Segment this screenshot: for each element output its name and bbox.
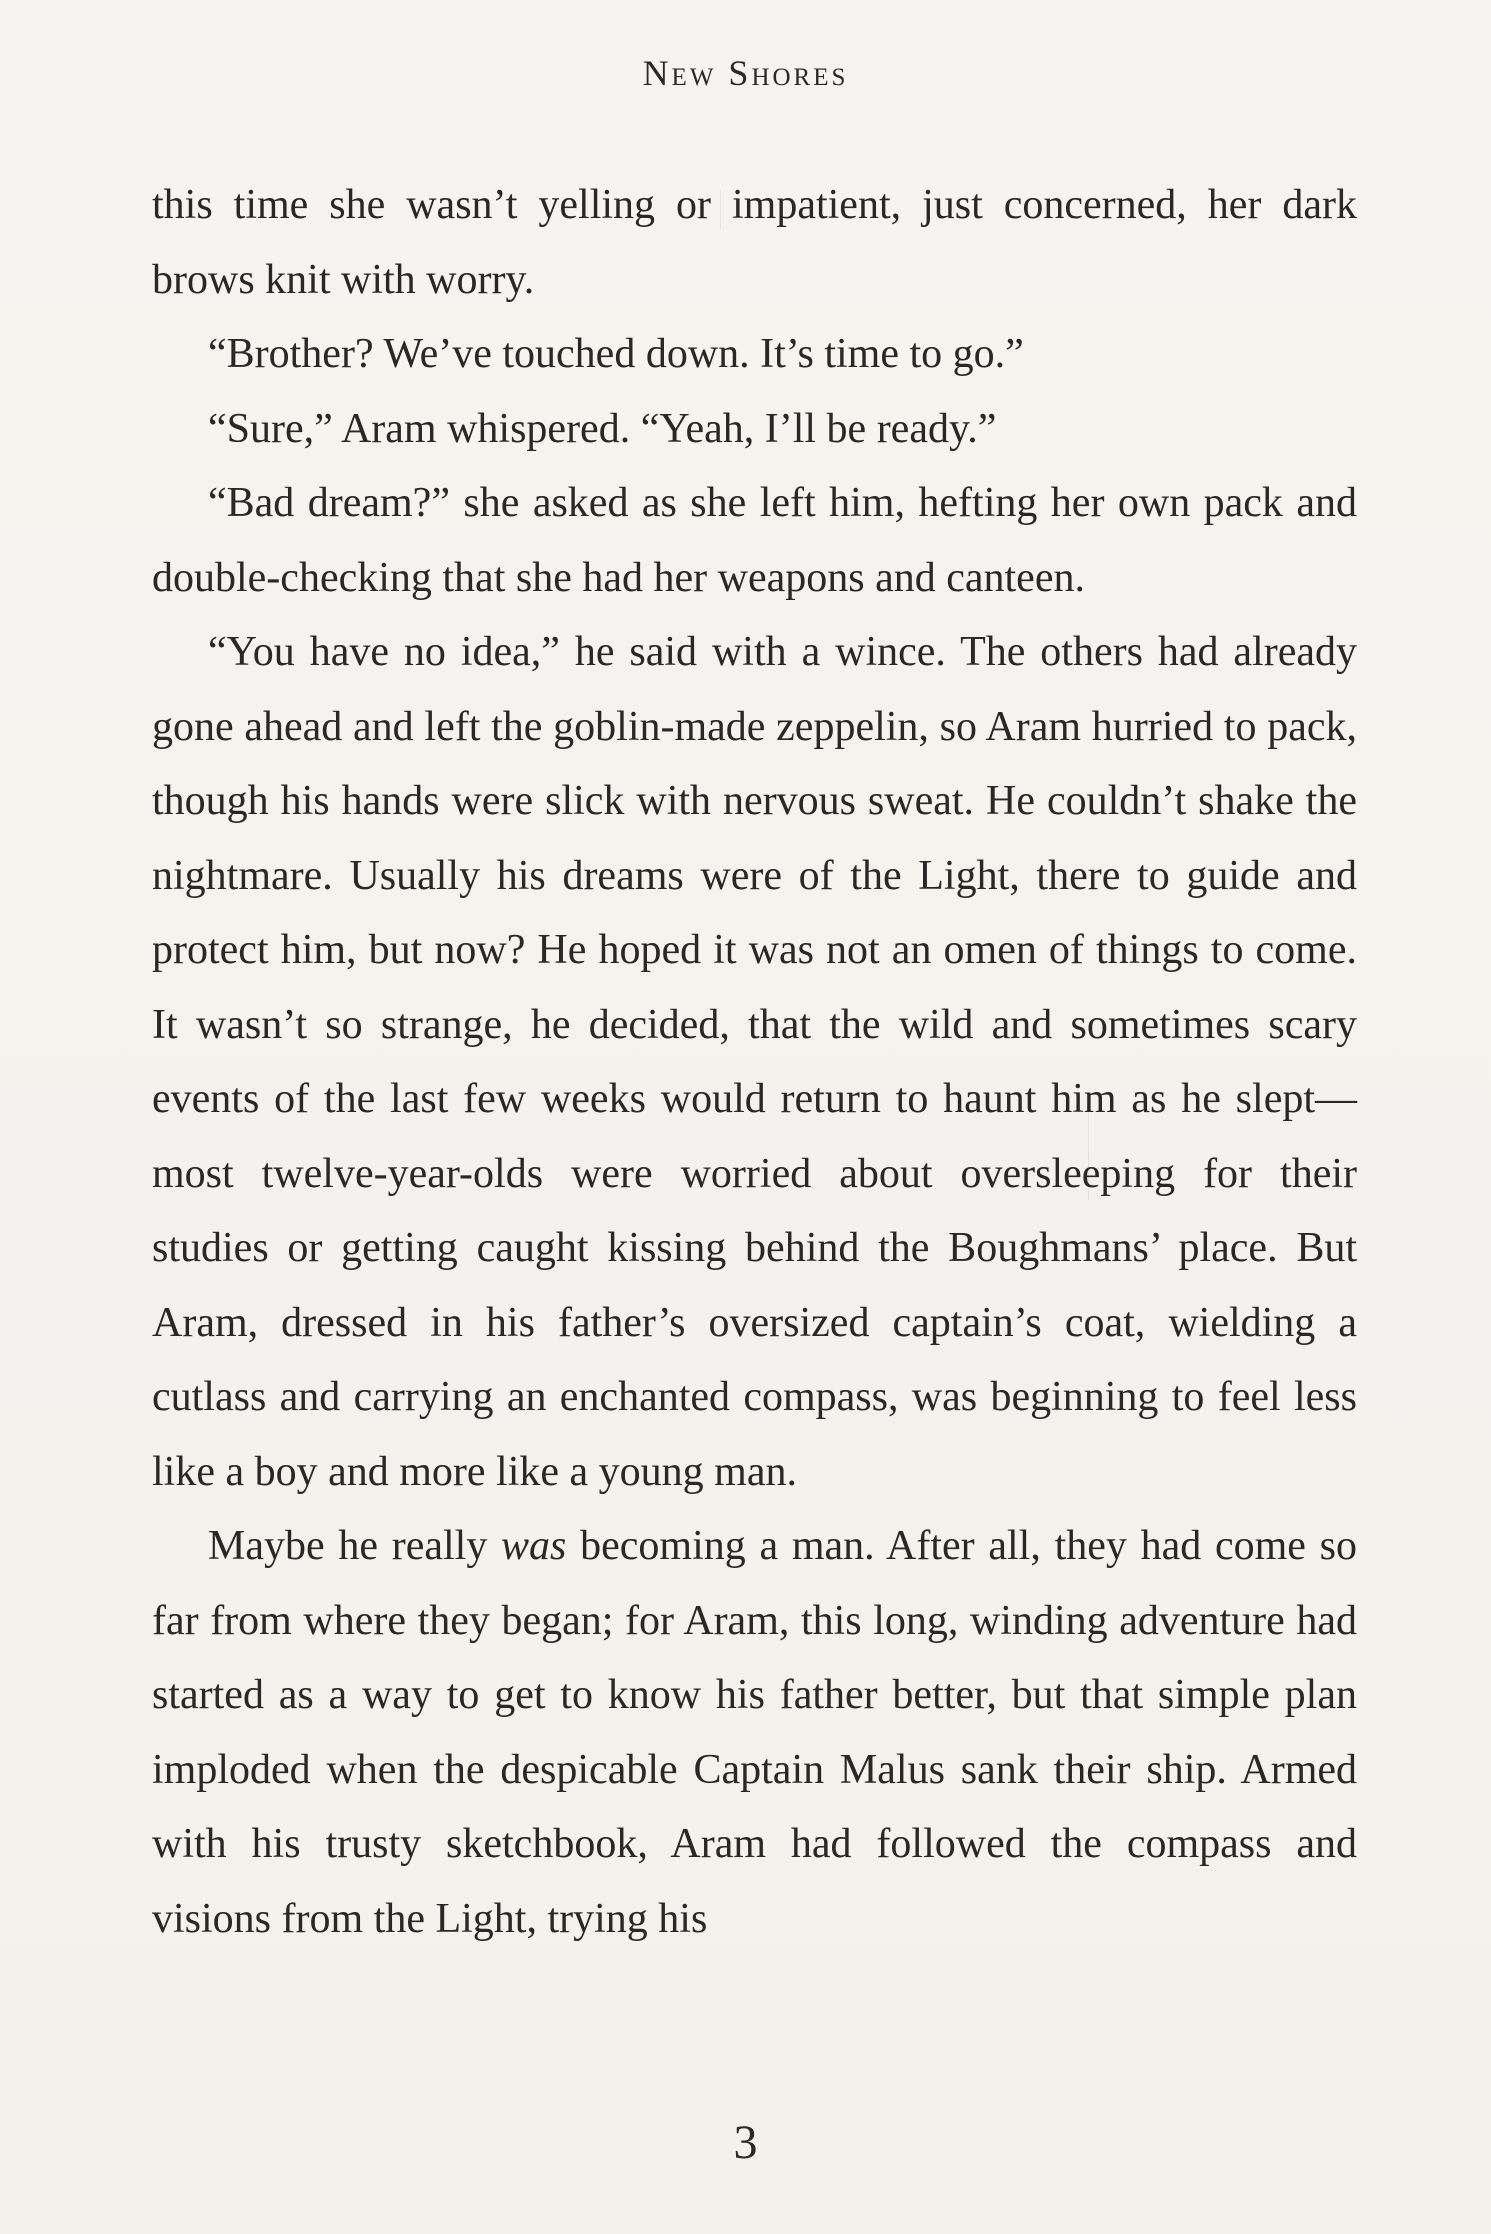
paragraph-2: “Brother? We’ve touched down. It’s time to go.” <box>208 331 1024 377</box>
paragraph-6 <box>152 1509 1357 1956</box>
paragraph-1: this time she wasn’t yelling or impatient, just concerned, her dark brows knit with worry. <box>152 182 1357 303</box>
running-head: New Shores <box>642 53 849 93</box>
paragraph-4: “Bad dream?” she asked as she left him, hefting her own pack and double-checking that she had her weapons and canteen. <box>152 480 1357 601</box>
body-text <box>152 168 1357 1956</box>
paragraph-5: “You have no idea,” he said with a wince. The others had already gone ahead and left the goblin-made zeppelin, so Aram hurried to pack, though his hands were slick with nervous sweat. He couldn’t shake the nightmare. Usually his dreams were of the Light, there to guide and protect him, but now? He hoped it was not an omen of things to come. It wasn’t so strange, he decided, that the wild and sometimes scary events of the last few weeks would return to haunt him as he slept—most twelve-year-olds were worried about oversleeping for their studies or getting caught kissing behind the Boughmans’ place. But Aram, dressed in his father’s oversized captain’s coat, wielding a cutlass and carrying an enchanted compass, was beginning to feel less like a boy and more like a young man. <box>152 629 1357 1495</box>
paragraph-6-rest: becoming a man. After all, they had come so far from where they began; for Aram, this long, winding adventure had started as a way to get to know his father better, but that simple plan imploded when the despicable Captain Malus sank their ship. Armed with his trusty sketchbook, Aram had followed the compass and visions from the Light, trying his <box>152 1523 1357 1942</box>
emphasis-was: was <box>501 1523 567 1569</box>
paragraph-3: “Sure,” Aram whispered. “Yeah, I’ll be ready.” <box>208 405 997 452</box>
page-number: 3 <box>733 2116 758 2169</box>
paragraph-6-lead: Maybe he really <box>208 1523 502 1569</box>
